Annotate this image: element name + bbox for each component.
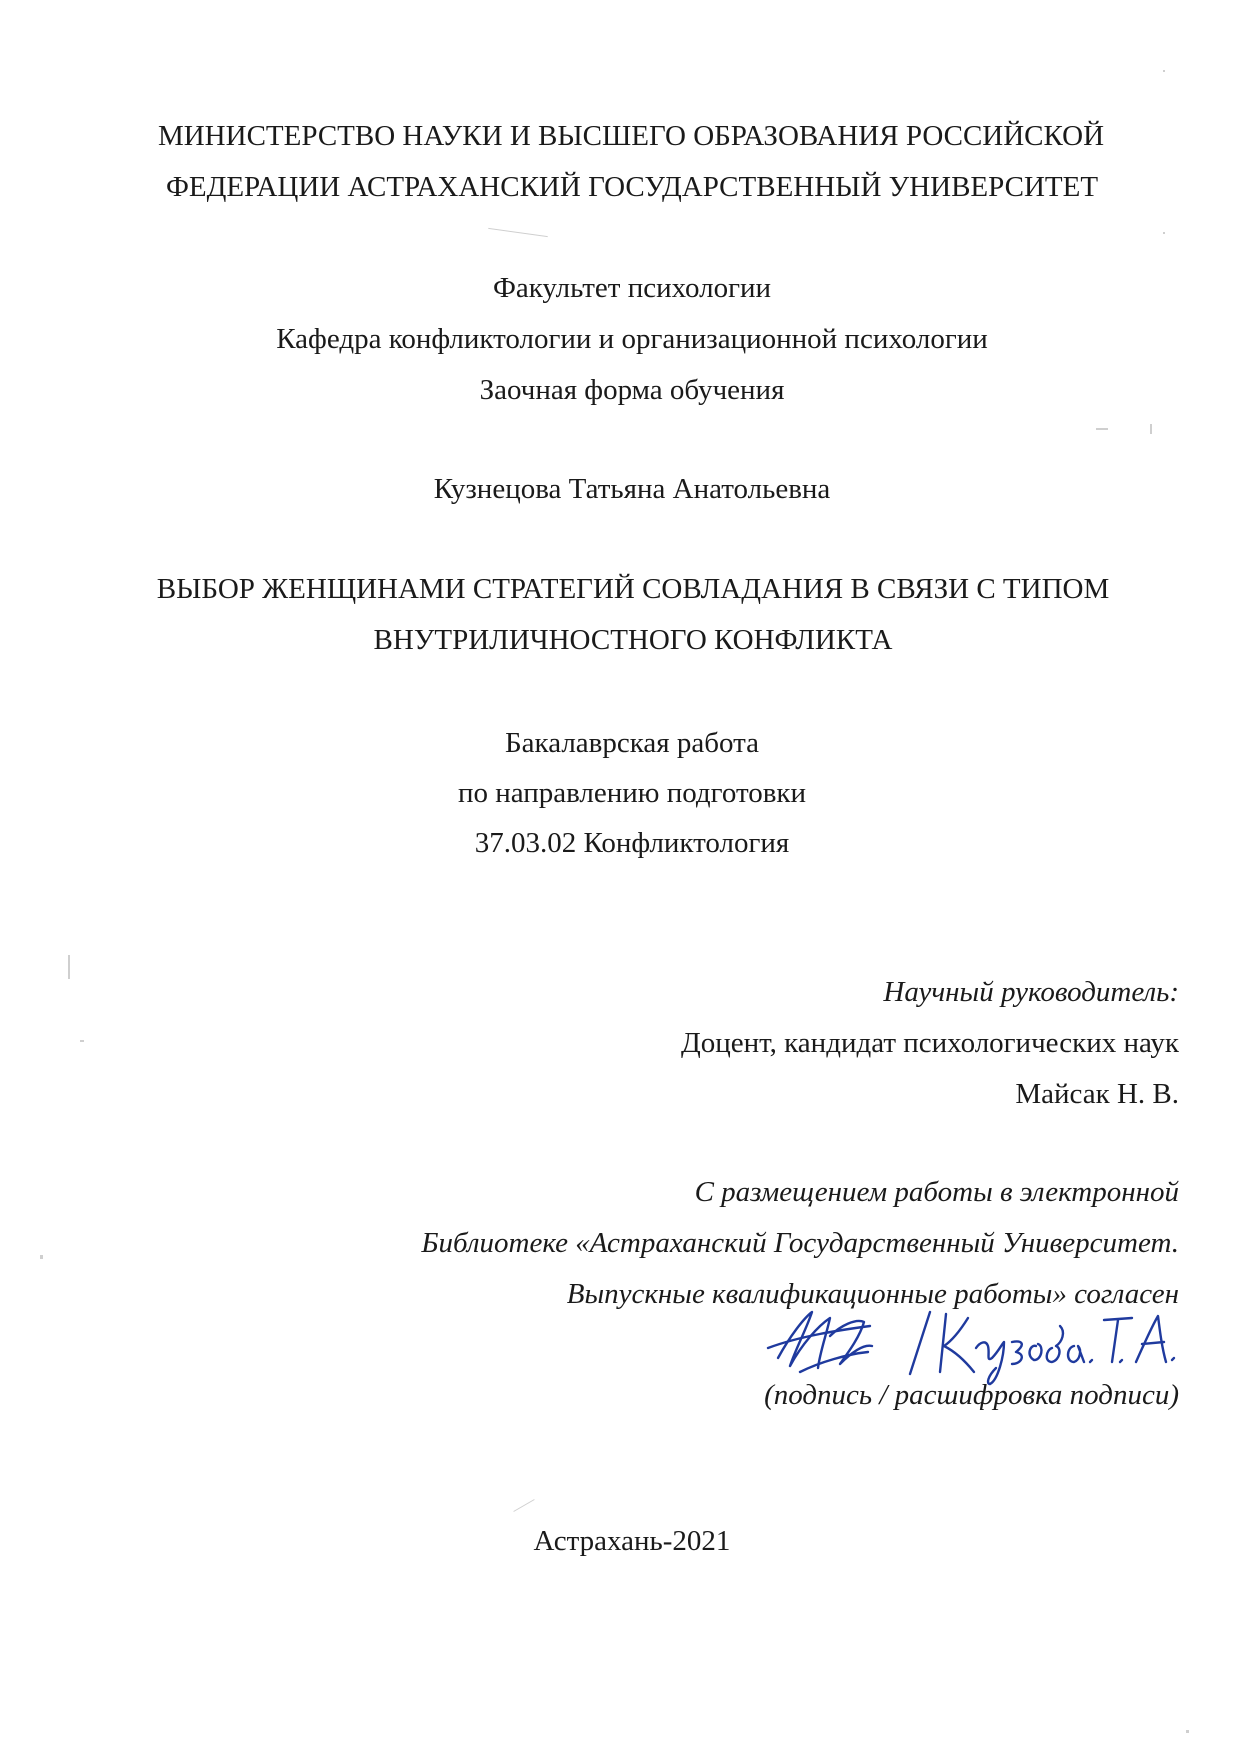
supervisor-name: Майсак Н. В. <box>1015 1078 1179 1110</box>
consent-line-2: Библиотеке «Астраханский Государственный Университет. <box>421 1227 1179 1259</box>
scan-speck <box>1096 428 1108 430</box>
scan-speck <box>80 1040 84 1042</box>
scan-speck <box>1163 70 1165 72</box>
author-name: Кузнецова Татьяна Анатольевна <box>433 473 831 505</box>
signature-caption: (подпись / расшифровка подписи) <box>764 1379 1179 1411</box>
department-name: Кафедра конфликтологии и организационной психологии <box>276 323 988 355</box>
handwritten-signature <box>760 1296 1180 1386</box>
direction-code: 37.03.02 Конфликтология <box>474 827 790 859</box>
ministry-header-line-1: МИНИСТЕРСТВО НАУКИ И ВЫСШЕГО ОБРАЗОВАНИЯ РОССИЙСКОЙ <box>157 120 1105 152</box>
ministry-header-line-2: ФЕДЕРАЦИИ АСТРАХАНСКИЙ ГОСУДАРСТВЕННЫЙ УНИВЕРСИТЕТ <box>165 171 1099 203</box>
consent-line-3: Выпускные квалификационные работы» согласен <box>566 1278 1179 1310</box>
faculty-name: Факультет психологии <box>492 272 772 304</box>
thesis-title-line-1: ВЫБОР ЖЕНЩИНАМИ СТРАТЕГИЙ СОВЛАДАНИЯ В СВЯЗИ С ТИПОМ <box>156 573 1110 605</box>
scan-speck <box>68 955 70 979</box>
supervisor-position: Доцент, кандидат психологических наук <box>680 1027 1179 1059</box>
thesis-title-line-2: ВНУТРИЛИЧНОСТНОГО КОНФЛИКТА <box>373 624 893 656</box>
scan-speck <box>488 228 548 237</box>
scan-speck <box>1163 232 1165 234</box>
scan-speck <box>1186 1730 1189 1733</box>
consent-line-1: С размещением работы в электронной <box>694 1176 1179 1208</box>
study-form: Заочная форма обучения <box>479 374 785 406</box>
scan-speck <box>513 1499 534 1512</box>
work-type: Бакалаврская работа <box>505 727 759 759</box>
city-year: Астрахань-2021 <box>533 1525 731 1557</box>
supervisor-label: Научный руководитель: <box>883 976 1179 1008</box>
scan-speck <box>1150 424 1152 434</box>
scan-speck <box>40 1255 43 1259</box>
direction-label: по направлению подготовки <box>457 777 807 809</box>
